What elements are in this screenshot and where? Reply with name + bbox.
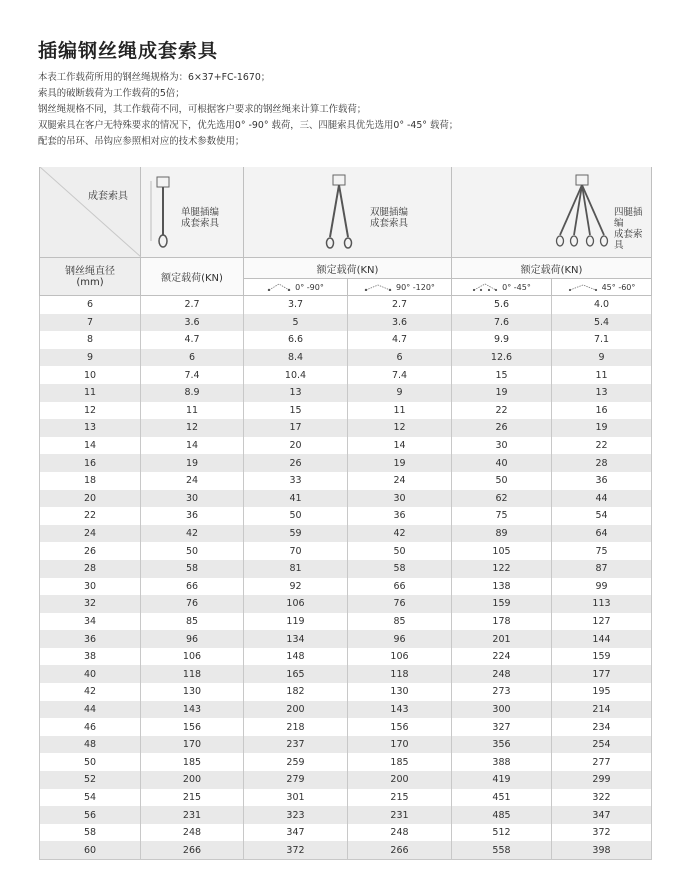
- load-cell: 54: [552, 507, 652, 525]
- table-row: [40, 366, 652, 384]
- diameter-cell: 6: [40, 296, 141, 314]
- table-row: [40, 419, 652, 437]
- diameter-cell: 30: [40, 578, 141, 596]
- load-cell: 19: [348, 454, 452, 472]
- load-cell: 7.4: [141, 366, 244, 384]
- load-cell: 419: [452, 771, 552, 789]
- diameter-cell: 42: [40, 683, 141, 701]
- table-row: [40, 507, 652, 525]
- load-cell: 130: [141, 683, 244, 701]
- diameter-cell: 11: [40, 384, 141, 402]
- load-cell: 159: [552, 648, 652, 666]
- double-leg-header: [244, 167, 452, 258]
- diameter-cell: 16: [40, 454, 141, 472]
- load-cell: 231: [141, 806, 244, 824]
- page-title: 插编钢丝绳成套索具: [38, 40, 219, 62]
- diameter-cell: 60: [40, 841, 141, 859]
- diameter-cell: 12: [40, 402, 141, 420]
- load-cell: 26: [452, 419, 552, 437]
- load-cell: 451: [452, 789, 552, 807]
- load-cell: 127: [552, 613, 652, 631]
- load-cell: 279: [244, 771, 348, 789]
- load-cell: 50: [452, 472, 552, 490]
- load-cell: 323: [244, 806, 348, 824]
- diameter-cell: 58: [40, 824, 141, 842]
- load-cell: 234: [552, 718, 652, 736]
- table-row: [40, 595, 652, 613]
- load-cell: 50: [348, 542, 452, 560]
- angle-cell: [244, 279, 348, 296]
- load-cell: 7.6: [452, 314, 552, 332]
- load-cell: 36: [348, 507, 452, 525]
- load-cell: 87: [552, 560, 652, 578]
- single-leg-header: [141, 167, 244, 258]
- table-row: [40, 789, 652, 807]
- load-cell: 143: [348, 701, 452, 719]
- load-cell: 148: [244, 648, 348, 666]
- load-cell: 144: [552, 630, 652, 648]
- load-cell: 11: [141, 402, 244, 420]
- load-cell: 58: [348, 560, 452, 578]
- load-cell: 44: [552, 490, 652, 508]
- load-cell: 30: [452, 437, 552, 455]
- angle-icon: [568, 283, 598, 291]
- diameter-cell: 50: [40, 753, 141, 771]
- load-cell: 8.4: [244, 349, 348, 367]
- table-row: [40, 648, 652, 666]
- load-cell: 66: [348, 578, 452, 596]
- load-table: [39, 167, 652, 860]
- load-cell: 277: [552, 753, 652, 771]
- load-cell: 266: [348, 841, 452, 859]
- four-leg-sling-icon: [552, 171, 612, 255]
- load-cell: 178: [452, 613, 552, 631]
- load-cell: 96: [141, 630, 244, 648]
- diameter-cell: 24: [40, 525, 141, 543]
- table-row: [40, 437, 652, 455]
- load-cell: 106: [348, 648, 452, 666]
- load-cell: 22: [452, 402, 552, 420]
- load-cell: 2.7: [348, 296, 452, 314]
- data-body: [40, 296, 652, 860]
- load-cell: 81: [244, 560, 348, 578]
- load-cell: 6: [348, 349, 452, 367]
- diameter-cell: 54: [40, 789, 141, 807]
- load-cell: 11: [552, 366, 652, 384]
- table-row: [40, 402, 652, 420]
- load-cell: 9: [348, 384, 452, 402]
- diameter-cell: 14: [40, 437, 141, 455]
- table-row: [40, 296, 652, 314]
- load-cell: 195: [552, 683, 652, 701]
- load-cell: 5.6: [452, 296, 552, 314]
- load-cell: 165: [244, 665, 348, 683]
- load-cell: 41: [244, 490, 348, 508]
- double-leg-sling-icon: [319, 171, 359, 255]
- load-cell: 347: [552, 806, 652, 824]
- load-cell: 177: [552, 665, 652, 683]
- load-cell: 122: [452, 560, 552, 578]
- load-cell: 118: [141, 665, 244, 683]
- load-cell: 36: [141, 507, 244, 525]
- load-cell: 300: [452, 701, 552, 719]
- load-cell: 372: [552, 824, 652, 842]
- load-cell: 248: [141, 824, 244, 842]
- angle-icon: [267, 283, 291, 291]
- load-cell: 33: [244, 472, 348, 490]
- double-load-header: 额定载荷(KN): [244, 258, 452, 279]
- load-cell: 12: [348, 419, 452, 437]
- load-cell: 9: [552, 349, 652, 367]
- angle-cell: [452, 279, 552, 296]
- table-row: [40, 683, 652, 701]
- load-cell: 105: [452, 542, 552, 560]
- load-cell: 5.4: [552, 314, 652, 332]
- load-cell: 215: [141, 789, 244, 807]
- load-cell: 273: [452, 683, 552, 701]
- load-cell: 12.6: [452, 349, 552, 367]
- table-row: [40, 665, 652, 683]
- diameter-cell: 13: [40, 419, 141, 437]
- load-cell: 40: [452, 454, 552, 472]
- load-cell: 299: [552, 771, 652, 789]
- load-cell: 138: [452, 578, 552, 596]
- diameter-cell: 7: [40, 314, 141, 332]
- load-cell: 214: [552, 701, 652, 719]
- load-cell: 12: [141, 419, 244, 437]
- load-cell: 3.6: [141, 314, 244, 332]
- table-row: [40, 824, 652, 842]
- diameter-cell: 20: [40, 490, 141, 508]
- load-cell: 96: [348, 630, 452, 648]
- load-cell: 85: [348, 613, 452, 631]
- table-row: [40, 525, 652, 543]
- load-cell: 26: [244, 454, 348, 472]
- load-cell: 118: [348, 665, 452, 683]
- load-cell: 259: [244, 753, 348, 771]
- load-cell: 113: [552, 595, 652, 613]
- table-row: [40, 753, 652, 771]
- load-cell: 558: [452, 841, 552, 859]
- load-cell: 248: [348, 824, 452, 842]
- load-cell: 42: [348, 525, 452, 543]
- load-cell: 14: [141, 437, 244, 455]
- diameter-label: 钢丝绳直径: [65, 265, 115, 277]
- load-cell: 185: [348, 753, 452, 771]
- load-cell: 75: [552, 542, 652, 560]
- corner-cell: [40, 167, 141, 258]
- load-cell: 4.7: [141, 331, 244, 349]
- table-row: [40, 472, 652, 490]
- load-cell: 99: [552, 578, 652, 596]
- load-cell: 200: [244, 701, 348, 719]
- double-leg-label-2: 成套索具: [370, 218, 409, 229]
- angle-label: 0° -45°: [502, 282, 531, 292]
- diameter-header: [40, 258, 141, 296]
- note-line: 配套的吊环、吊钩应参照相对应的技术参数使用；: [38, 136, 245, 147]
- load-cell: 24: [141, 472, 244, 490]
- load-cell: 388: [452, 753, 552, 771]
- load-cell: 5: [244, 314, 348, 332]
- table-row: [40, 771, 652, 789]
- load-cell: 15: [244, 402, 348, 420]
- table-row: [40, 613, 652, 631]
- load-cell: 17: [244, 419, 348, 437]
- load-cell: 254: [552, 736, 652, 754]
- table-row: [40, 349, 652, 367]
- diameter-cell: 36: [40, 630, 141, 648]
- diameter-cell: 40: [40, 665, 141, 683]
- load-cell: 215: [348, 789, 452, 807]
- load-cell: 19: [552, 419, 652, 437]
- angle-cell: [552, 279, 652, 296]
- load-cell: 106: [244, 595, 348, 613]
- diameter-cell: 8: [40, 331, 141, 349]
- load-cell: 7.1: [552, 331, 652, 349]
- load-cell: 58: [141, 560, 244, 578]
- load-cell: 356: [452, 736, 552, 754]
- diameter-cell: 46: [40, 718, 141, 736]
- corner-label: 成套索具: [88, 191, 128, 202]
- four-leg-label-1: 四腿插编: [614, 207, 643, 229]
- load-cell: 19: [141, 454, 244, 472]
- load-cell: 347: [244, 824, 348, 842]
- load-cell: 50: [244, 507, 348, 525]
- table-row: [40, 542, 652, 560]
- load-cell: 398: [552, 841, 652, 859]
- load-cell: 50: [141, 542, 244, 560]
- diameter-cell: 28: [40, 560, 141, 578]
- load-cell: 170: [348, 736, 452, 754]
- load-cell: 19: [452, 384, 552, 402]
- load-cell: 156: [141, 718, 244, 736]
- load-cell: 14: [348, 437, 452, 455]
- load-cell: 372: [244, 841, 348, 859]
- diameter-unit: (mm): [76, 276, 104, 288]
- load-cell: 218: [244, 718, 348, 736]
- load-cell: 231: [348, 806, 452, 824]
- load-cell: 24: [348, 472, 452, 490]
- diameter-cell: 44: [40, 701, 141, 719]
- load-cell: 20: [244, 437, 348, 455]
- load-cell: 76: [348, 595, 452, 613]
- note-line: 本表工作载荷所用的钢丝绳规格为：6×37+FC-1670；: [38, 72, 271, 83]
- diameter-cell: 38: [40, 648, 141, 666]
- diameter-cell: 10: [40, 366, 141, 384]
- four-leg-label-2: 成套索具: [614, 229, 643, 251]
- table-row: [40, 384, 652, 402]
- load-cell: 4.0: [552, 296, 652, 314]
- load-cell: 3.6: [348, 314, 452, 332]
- load-cell: 322: [552, 789, 652, 807]
- single-load-header: 额定载荷(KN): [141, 258, 244, 296]
- table-row: [40, 314, 652, 332]
- diameter-cell: 18: [40, 472, 141, 490]
- table-row: [40, 331, 652, 349]
- load-cell: 76: [141, 595, 244, 613]
- load-cell: 201: [452, 630, 552, 648]
- load-cell: 200: [141, 771, 244, 789]
- load-cell: 106: [141, 648, 244, 666]
- table-row: [40, 841, 652, 859]
- load-cell: 42: [141, 525, 244, 543]
- load-cell: 59: [244, 525, 348, 543]
- note-line: 钢丝绳规格不同，其工作载荷不同，可根据客户要求的钢丝绳来计算工作载荷；: [38, 104, 367, 115]
- load-cell: 92: [244, 578, 348, 596]
- table-row: [40, 490, 652, 508]
- load-cell: 13: [244, 384, 348, 402]
- load-cell: 512: [452, 824, 552, 842]
- table-row: [40, 718, 652, 736]
- load-cell: 6.6: [244, 331, 348, 349]
- single-leg-label-2: 成套索具: [181, 218, 220, 229]
- load-cell: 200: [348, 771, 452, 789]
- load-cell: 36: [552, 472, 652, 490]
- four-load-header: 额定载荷(KN): [452, 258, 652, 279]
- diameter-cell: 48: [40, 736, 141, 754]
- load-cell: 134: [244, 630, 348, 648]
- angle-label: 45° -60°: [601, 282, 636, 292]
- diameter-cell: 34: [40, 613, 141, 631]
- load-cell: 170: [141, 736, 244, 754]
- table-row: [40, 578, 652, 596]
- diameter-cell: 52: [40, 771, 141, 789]
- load-cell: 13: [552, 384, 652, 402]
- load-cell: 248: [452, 665, 552, 683]
- load-cell: 62: [452, 490, 552, 508]
- load-cell: 485: [452, 806, 552, 824]
- load-cell: 30: [141, 490, 244, 508]
- load-cell: 9.9: [452, 331, 552, 349]
- note-line: 双腿索具在客户无特殊要求的情况下，优先选用0° -90° 载荷，三、四腿索具优先选用0° -45° 载荷；: [38, 120, 459, 131]
- load-cell: 266: [141, 841, 244, 859]
- load-cell: 143: [141, 701, 244, 719]
- load-cell: 182: [244, 683, 348, 701]
- diameter-cell: 26: [40, 542, 141, 560]
- double-leg-label-1: 双腿插编: [370, 207, 409, 218]
- load-cell: 3.7: [244, 296, 348, 314]
- four-leg-header: [452, 167, 652, 258]
- load-cell: 66: [141, 578, 244, 596]
- load-cell: 16: [552, 402, 652, 420]
- load-cell: 156: [348, 718, 452, 736]
- load-cell: 2.7: [141, 296, 244, 314]
- load-cell: 119: [244, 613, 348, 631]
- table-row: [40, 701, 652, 719]
- load-cell: 11: [348, 402, 452, 420]
- notes: [38, 70, 458, 150]
- load-cell: 224: [452, 648, 552, 666]
- load-cell: 64: [552, 525, 652, 543]
- table-row: [40, 736, 652, 754]
- table-row: [40, 630, 652, 648]
- load-cell: 7.4: [348, 366, 452, 384]
- load-cell: 85: [141, 613, 244, 631]
- load-cell: 70: [244, 542, 348, 560]
- load-cell: 185: [141, 753, 244, 771]
- table-row: [40, 806, 652, 824]
- load-cell: 28: [552, 454, 652, 472]
- angle-label: 90° -120°: [396, 282, 435, 292]
- diameter-cell: 9: [40, 349, 141, 367]
- diameter-cell: 56: [40, 806, 141, 824]
- load-cell: 6: [141, 349, 244, 367]
- table-row: [40, 454, 652, 472]
- diagonal-line: [40, 167, 141, 257]
- table-row: [40, 560, 652, 578]
- angle-label: 0° -90°: [295, 282, 324, 292]
- angle-cell: [348, 279, 452, 296]
- load-cell: 237: [244, 736, 348, 754]
- load-cell: 89: [452, 525, 552, 543]
- load-cell: 159: [452, 595, 552, 613]
- load-cell: 327: [452, 718, 552, 736]
- load-cell: 22: [552, 437, 652, 455]
- load-cell: 30: [348, 490, 452, 508]
- single-leg-label-1: 单腿插编: [181, 207, 220, 218]
- diameter-cell: 22: [40, 507, 141, 525]
- angle-icon: [472, 283, 498, 291]
- diameter-cell: 32: [40, 595, 141, 613]
- load-cell: 130: [348, 683, 452, 701]
- load-cell: 301: [244, 789, 348, 807]
- load-cell: 75: [452, 507, 552, 525]
- load-cell: 4.7: [348, 331, 452, 349]
- angle-icon: [364, 283, 392, 291]
- load-cell: 8.9: [141, 384, 244, 402]
- note-line: 索具的破断载荷为工作载荷的5倍；: [38, 88, 185, 99]
- load-cell: 10.4: [244, 366, 348, 384]
- load-cell: 15: [452, 366, 552, 384]
